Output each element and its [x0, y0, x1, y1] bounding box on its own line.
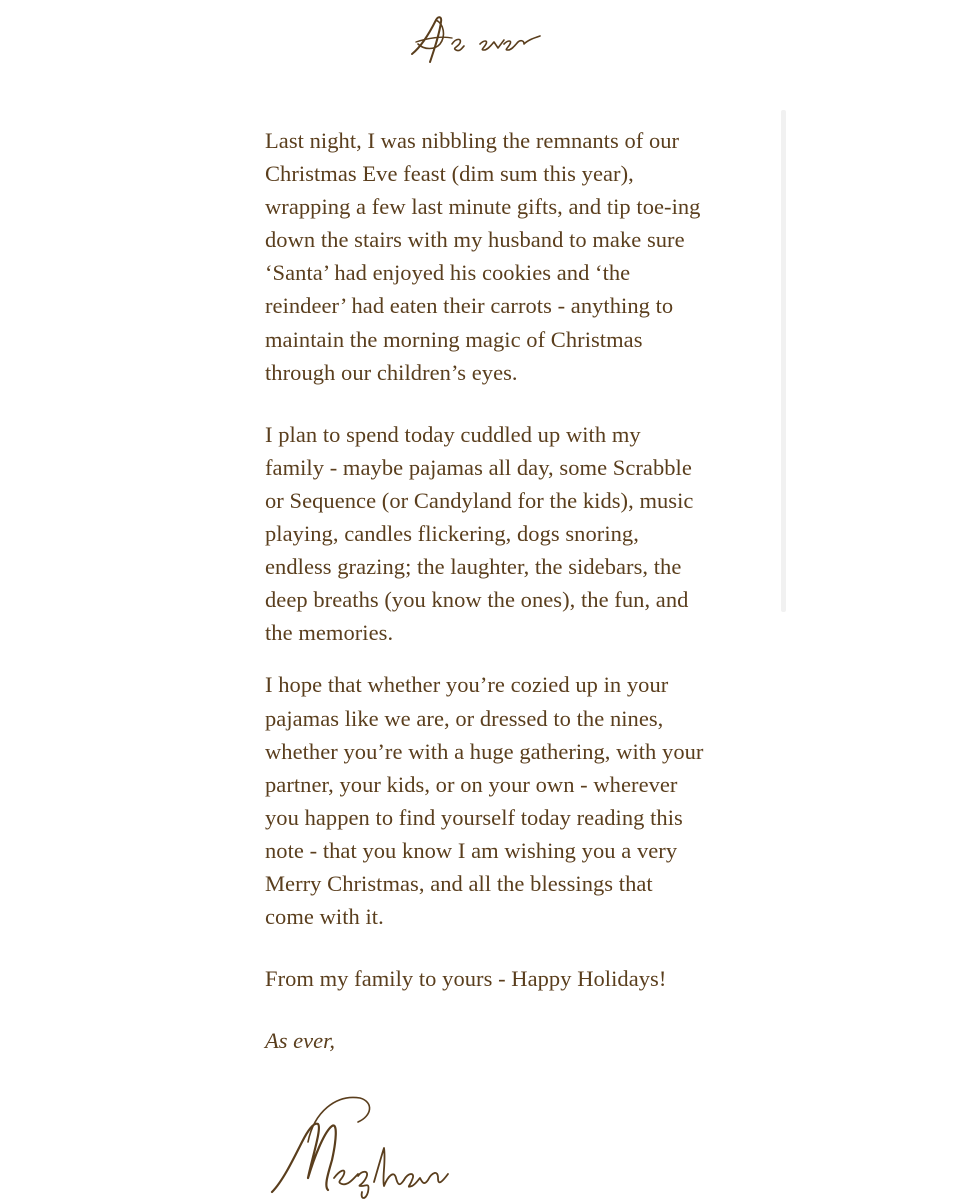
scrollbar-track[interactable]	[781, 110, 786, 612]
letter-paragraph-3: I hope that whether you’re cozied up in your pajamas like we are, or dressed to the nines, whether you’re with a huge gathering, with your partner, your kids, or on your own - wherever you happen to find yourself today reading this note - that you know I am wishing you a very Merry Christmas, and all the blessings that come with it.	[265, 672, 704, 930]
signature	[262, 1082, 462, 1200]
letter-body	[265, 124, 705, 1057]
as-ever-logo-icon	[400, 6, 560, 70]
letter-paragraph-2: I plan to spend today cuddled up with my family - maybe pajamas all day, some Scrabble or Sequence (or Candyland for the kids), music playing, candles flickering, dogs snoring, endless grazing; the laughter, the sidebars, the deep breaths (you know the ones), the fun, and the memories.	[265, 421, 694, 646]
letter-paragraph-4: From my family to yours - Happy Holidays!	[265, 966, 667, 992]
letter-paragraph-1: Last night, I was nibbling the remnants of our Christmas Eve feast (dim sum this year), wrapping a few last minute gifts, and tip toe-ing down the stairs with my husband to make sure ‘Santa’ had enjoyed his cookies and ‘the reindeer’ had eaten their carrots - anything to maintain the morning magic of Christmas through our children’s eyes.	[265, 128, 701, 385]
as-ever-logo	[400, 6, 560, 70]
signature-icon	[262, 1082, 462, 1200]
letter-closing: As ever,	[265, 1028, 335, 1054]
